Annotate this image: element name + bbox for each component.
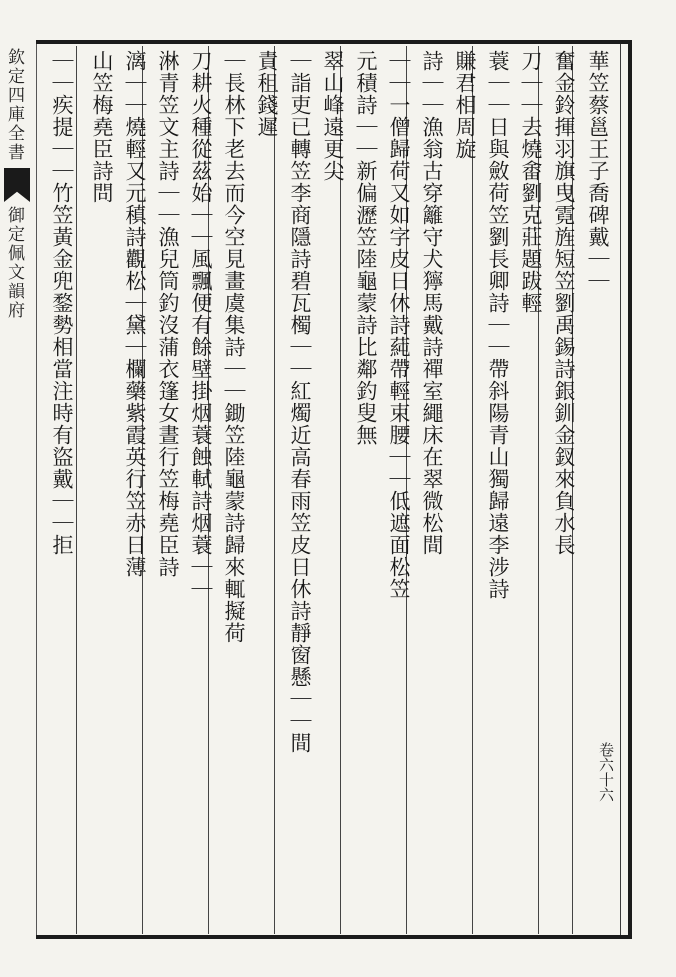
frame-inner-right-rule: [620, 44, 621, 935]
text-column: 奮金鈴揮羽旗曳霓旌短笠劉禹錫詩銀釧金釵來負水長: [552, 50, 576, 556]
text-column: 刀耕火種從茲始｜｜風飄便有餘壁掛烟蓑蝕軾詩烟蓑｜｜: [189, 50, 213, 600]
text-column: 翠山峰遠更尖: [321, 50, 345, 182]
margin-column: [2, 48, 32, 928]
text-column: 漓｜｜燒輕又元稹詩觀松｜黛｜欄藥紫霞英行笠赤日薄: [123, 50, 147, 578]
book-title: 欽定四庫全書: [4, 48, 24, 162]
text-column: 刀｜｜去燒畬劉克莊題跋輕: [519, 50, 543, 314]
page-number: 卷六十六: [597, 742, 615, 802]
text-column: ｜詣吏已轉笠李商隱詩碧瓦㯮｜｜紅燭近高春雨笠皮日休詩靜窗懸｜｜間: [288, 50, 312, 754]
text-column: 山笠梅堯臣詩問: [90, 50, 114, 204]
text-column: 華笠蔡邕王子喬碑戴｜｜: [586, 50, 610, 292]
text-column: 淋青笠文主詩｜｜漁兒筒釣沒蒲衣篷女晝行笠梅堯臣詩: [156, 50, 180, 578]
text-column: 詩｜｜漁翁古穿籬守犬獰馬戴詩禪室繩床在翠微松間: [420, 50, 444, 556]
frame-top-border: [36, 40, 632, 44]
text-column: ｜長林下老去而今空見畫虞集詩｜｜鋤笠陸龜蒙詩歸來輒擬荷: [222, 50, 246, 644]
frame-left-border: [36, 44, 37, 935]
section-title: 御定佩文韻府: [4, 206, 24, 320]
text-column: 蓑｜｜日與斂荷笠劉長卿詩｜｜帶斜陽青山獨歸遠李涉詩: [486, 50, 510, 600]
text-column: 賺君相周旋: [453, 50, 477, 160]
text-column: ｜｜疾提｜｜竹笠黃金兜鍪勢相當注時有盜戴｜｜拒: [50, 50, 74, 556]
text-column: 責租錢遲: [255, 50, 279, 138]
frame-right-border: [628, 40, 632, 939]
frame-bottom-border: [36, 935, 632, 939]
text-column: ｜｜一僧歸荷又如字皮日休詩蒓帶輕束腰｜｜低遮面松笠: [387, 50, 411, 600]
text-column: 元積詩｜｜新偏瀝笠陸龜蒙詩比鄰釣叟無: [354, 50, 378, 446]
fish-tail-mark: [4, 168, 30, 202]
